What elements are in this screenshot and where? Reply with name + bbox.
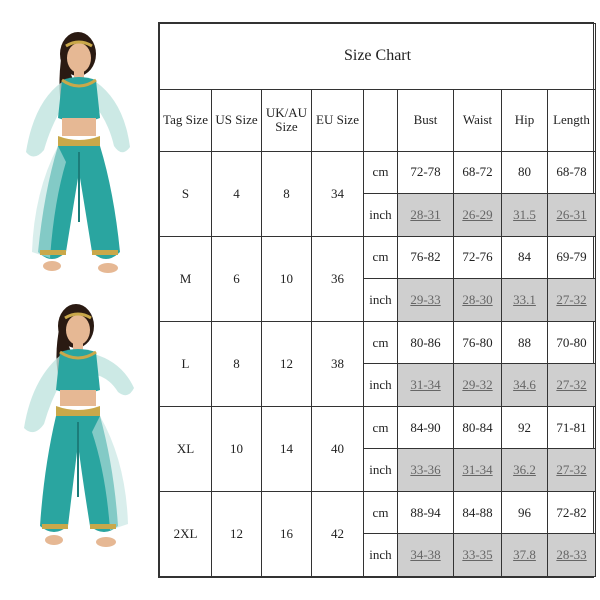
- header-length: Length: [548, 89, 596, 151]
- size-tag-cell: M: [160, 236, 212, 321]
- hip-cell: 37.8: [502, 534, 548, 577]
- us-size-cell: 8: [212, 321, 262, 406]
- header-hip: Hip: [502, 89, 548, 151]
- length-cell: 72-82: [548, 491, 596, 534]
- size-tag-cell: XL: [160, 406, 212, 491]
- uk-au-size-cell: 10: [262, 236, 312, 321]
- length-cell: 28-33: [548, 534, 596, 577]
- bust-cell: 29-33: [398, 279, 454, 322]
- bust-cell: 88-94: [398, 491, 454, 534]
- length-cell: 69-79: [548, 236, 596, 279]
- hip-cell: 31.5: [502, 194, 548, 237]
- model-photo-pose: [4, 292, 154, 560]
- model-photos: [0, 22, 158, 578]
- us-size-cell: 4: [212, 151, 262, 236]
- bust-cell: 76-82: [398, 236, 454, 279]
- table-row: [160, 406, 596, 449]
- bust-cell: 28-31: [398, 194, 454, 237]
- us-size-cell: 10: [212, 406, 262, 491]
- header-uk-au-size: UK/AU Size: [262, 89, 312, 151]
- chart-title: Size Chart: [160, 24, 596, 90]
- header-tag-size: Tag Size: [160, 89, 212, 151]
- uk-au-size-cell: 16: [262, 491, 312, 576]
- hip-cell: 92: [502, 406, 548, 449]
- size-tag-cell: S: [160, 151, 212, 236]
- unit-cell: cm: [364, 151, 398, 194]
- length-cell: 27-32: [548, 449, 596, 492]
- waist-cell: 26-29: [454, 194, 502, 237]
- unit-cell: inch: [364, 364, 398, 407]
- length-cell: 27-32: [548, 364, 596, 407]
- unit-cell: inch: [364, 449, 398, 492]
- unit-cell: cm: [364, 406, 398, 449]
- length-cell: 26-31: [548, 194, 596, 237]
- us-size-cell: 12: [212, 491, 262, 576]
- size-chart: [158, 22, 594, 578]
- hip-cell: 34.6: [502, 364, 548, 407]
- bust-cell: 72-78: [398, 151, 454, 194]
- hip-cell: 88: [502, 321, 548, 364]
- table-row: [160, 236, 596, 279]
- unit-cell: inch: [364, 279, 398, 322]
- hip-cell: 80: [502, 151, 548, 194]
- waist-cell: 80-84: [454, 406, 502, 449]
- waist-cell: 28-30: [454, 279, 502, 322]
- header-eu-size: EU Size: [312, 89, 364, 151]
- length-cell: 70-80: [548, 321, 596, 364]
- waist-cell: 84-88: [454, 491, 502, 534]
- hip-cell: 36.2: [502, 449, 548, 492]
- unit-cell: cm: [364, 321, 398, 364]
- eu-size-cell: 34: [312, 151, 364, 236]
- table-row: [160, 491, 596, 534]
- unit-cell: inch: [364, 534, 398, 577]
- us-size-cell: 6: [212, 236, 262, 321]
- waist-cell: 31-34: [454, 449, 502, 492]
- model-photo-front: [4, 22, 154, 290]
- size-tag-cell: 2XL: [160, 491, 212, 576]
- waist-cell: 76-80: [454, 321, 502, 364]
- unit-cell: cm: [364, 491, 398, 534]
- waist-cell: 72-76: [454, 236, 502, 279]
- hip-cell: 33.1: [502, 279, 548, 322]
- size-tag-cell: L: [160, 321, 212, 406]
- waist-cell: 33-35: [454, 534, 502, 577]
- bust-cell: 34-38: [398, 534, 454, 577]
- header-bust: Bust: [398, 89, 454, 151]
- waist-cell: 68-72: [454, 151, 502, 194]
- hip-cell: 96: [502, 491, 548, 534]
- table-row: [160, 321, 596, 364]
- eu-size-cell: 36: [312, 236, 364, 321]
- length-cell: 27-32: [548, 279, 596, 322]
- header-waist: Waist: [454, 89, 502, 151]
- waist-cell: 29-32: [454, 364, 502, 407]
- bust-cell: 31-34: [398, 364, 454, 407]
- eu-size-cell: 40: [312, 406, 364, 491]
- table-row: [160, 151, 596, 194]
- header-unit: [364, 89, 398, 151]
- bust-cell: 84-90: [398, 406, 454, 449]
- uk-au-size-cell: 12: [262, 321, 312, 406]
- bust-cell: 33-36: [398, 449, 454, 492]
- eu-size-cell: 42: [312, 491, 364, 576]
- uk-au-size-cell: 8: [262, 151, 312, 236]
- bust-cell: 80-86: [398, 321, 454, 364]
- eu-size-cell: 38: [312, 321, 364, 406]
- length-cell: 68-78: [548, 151, 596, 194]
- header-us-size: US Size: [212, 89, 262, 151]
- length-cell: 71-81: [548, 406, 596, 449]
- hip-cell: 84: [502, 236, 548, 279]
- size-chart-table: [159, 23, 596, 577]
- uk-au-size-cell: 14: [262, 406, 312, 491]
- unit-cell: cm: [364, 236, 398, 279]
- unit-cell: inch: [364, 194, 398, 237]
